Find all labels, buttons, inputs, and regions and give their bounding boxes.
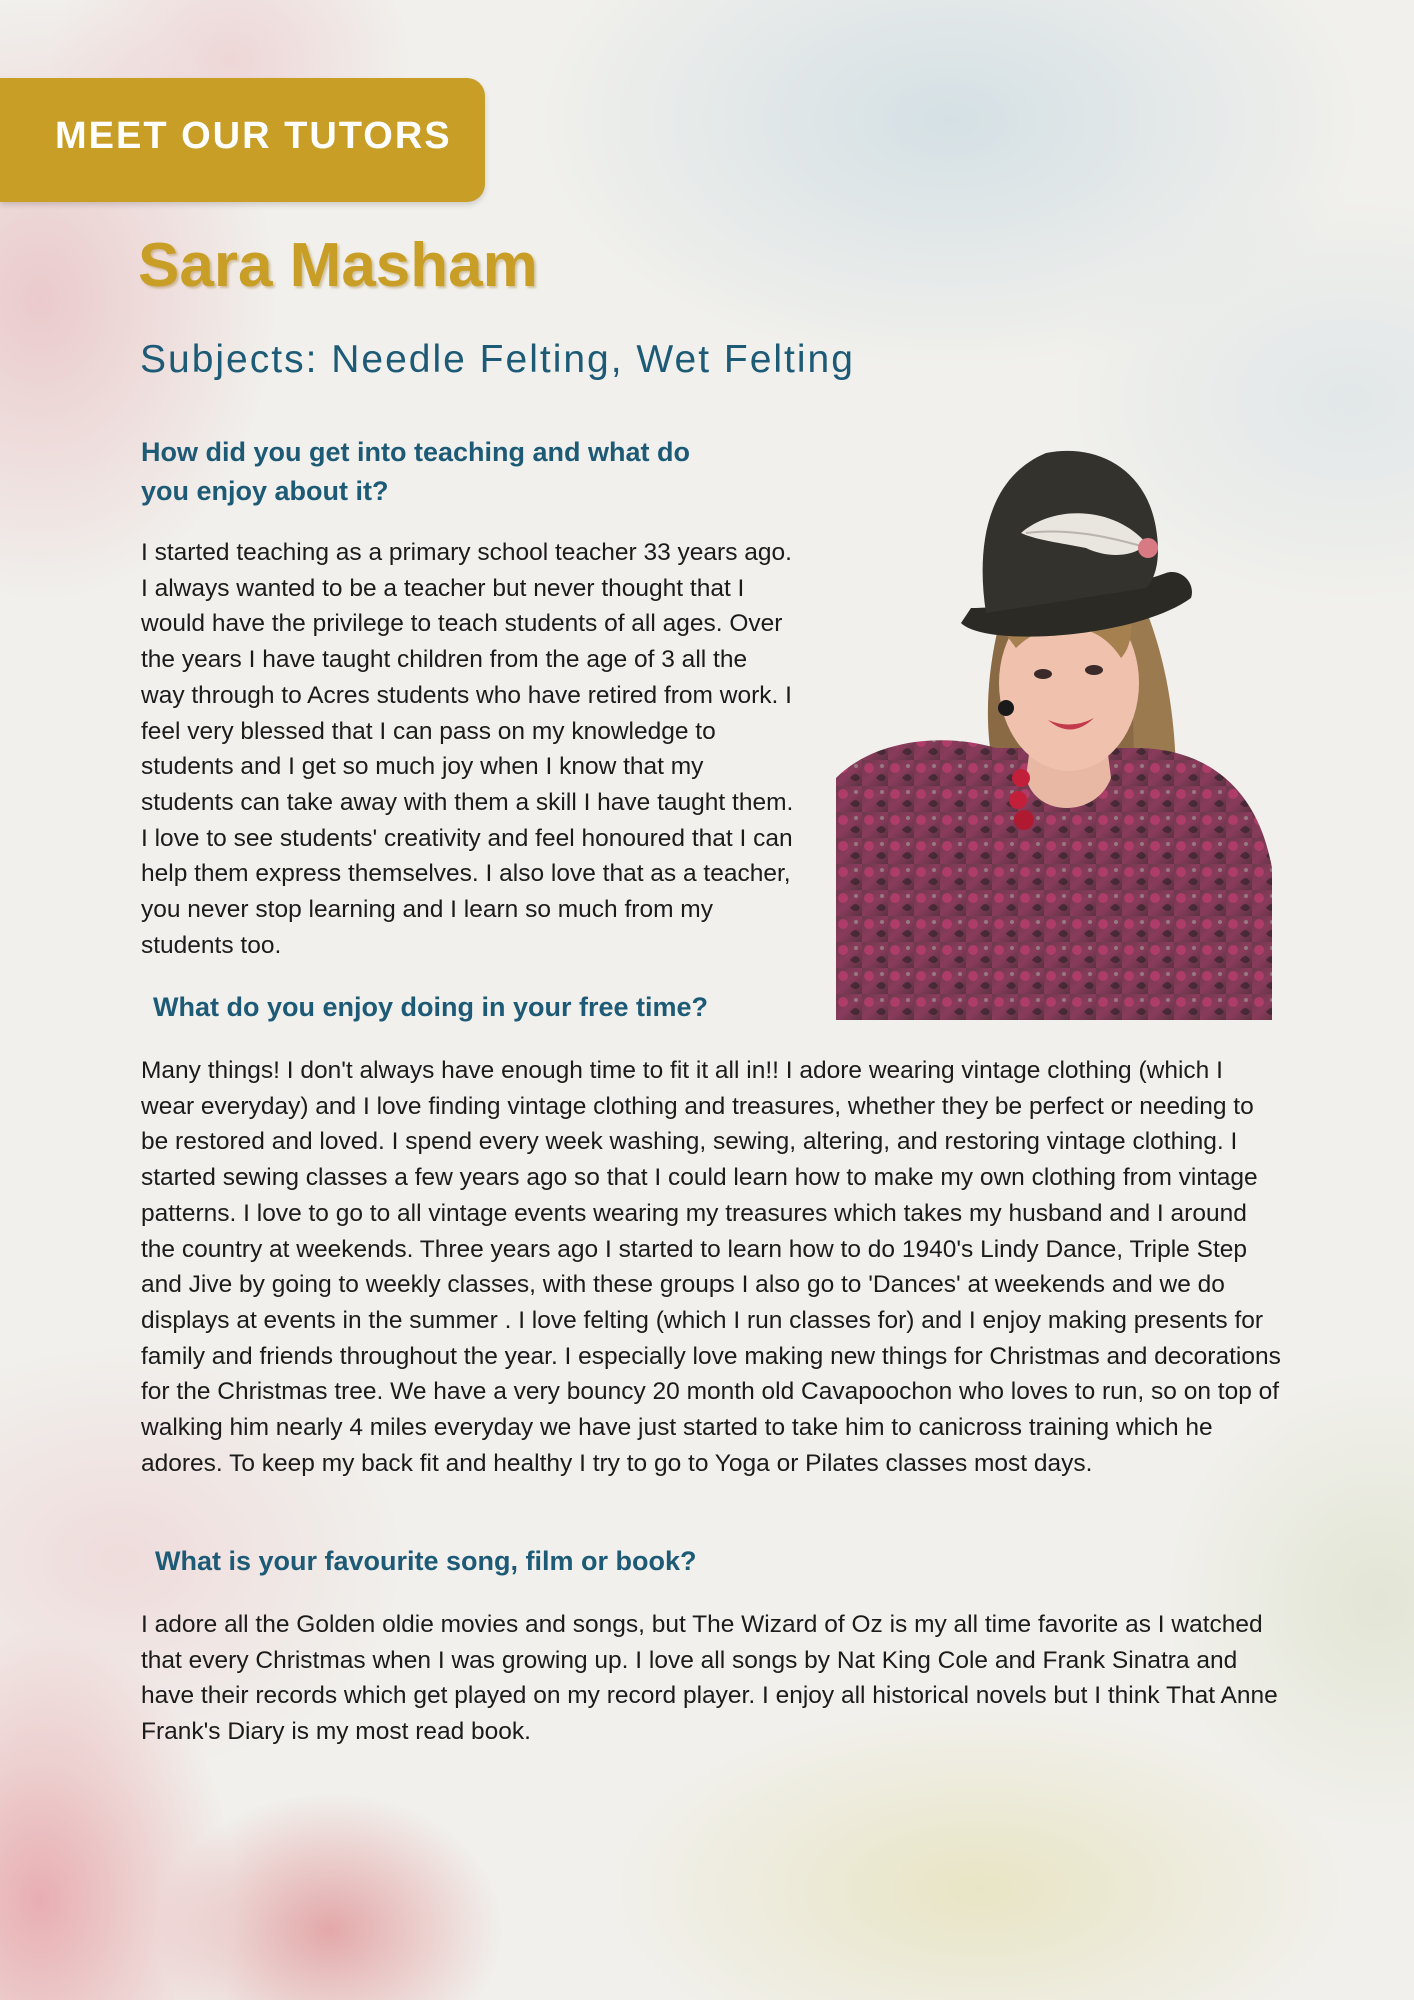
- answer-teaching: I started teaching as a primary school teacher 33 years ago. I always wanted to be a teacher but never thought that I would have the privilege to teach students of all ages. Over the years I have taught children from the age of 3 all the way through to Acres students who have retired from work. I feel very blessed that I can pass on my knowledge to students and I get so much joy when I know that my students can take away with them a skill I have taught them. I love to see students' creativity and feel honoured that I can help them express themselves. I also love that as a teacher, you never stop learning and I learn so much from my students too.: [141, 539, 794, 959]
- answer-favourites: I adore all the Golden oldie movies and songs, but The Wizard of Oz is my all time favorite as I watched that every Christmas when I was growing up. I love all songs by Nat King Cole and Frank Sinatra and have their records which get played on my record player. I enjoy all historical novels but I think That Anne Frank's Diary is my most read book.: [141, 1611, 1278, 1746]
- question-teaching: How did you get into teaching and what do you enjoy about it?: [141, 437, 690, 506]
- banner-label: MEET OUR TUTORS: [55, 115, 452, 157]
- tutor-portrait-photo: [836, 448, 1272, 1020]
- tutor-subjects: Subjects: Needle Felting, Wet Felting: [140, 338, 855, 381]
- answer-free-time: Many things! I don't always have enough time to fit it all in!! I adore wearing vintage clothing (which I wear everyday) and I love finding vintage clothing and treasures, whether they be perfect or needing to be restored and loved. I spend every week washing, sewing, altering, and restoring vintage clothing. I started sewing classes a few years ago so that I could learn how to make my own clothing from vintage patterns. I love to go to all vintage events wearing my treasures which takes my husband and I around the country at weekends. Three years ago I started to learn how to do 1940's Lindy Dance, Triple Step and Jive by going to weekly classes, with these groups I also go to 'Dances' at weekends and we do displays at events in the summer . I love felting (which I run classes for) and I enjoy making presents for family and friends throughout the year. I especially love making new things for Christmas and decorations for the Christmas tree. We have a very bouncy 20 month old Cavapoochon who loves to run, so on top of walking him nearly 4 miles everyday we have just started to take him to canicross training which he adores. To keep my back fit and healthy I try to go to Yoga or Pilates classes most days.: [141, 1057, 1281, 1477]
- question-favourites: What is your favourite song, film or book?: [155, 1546, 697, 1576]
- section-banner: [0, 78, 485, 202]
- tutor-name: Sara Masham: [138, 231, 538, 300]
- question-free-time: What do you enjoy doing in your free time?: [153, 992, 709, 1022]
